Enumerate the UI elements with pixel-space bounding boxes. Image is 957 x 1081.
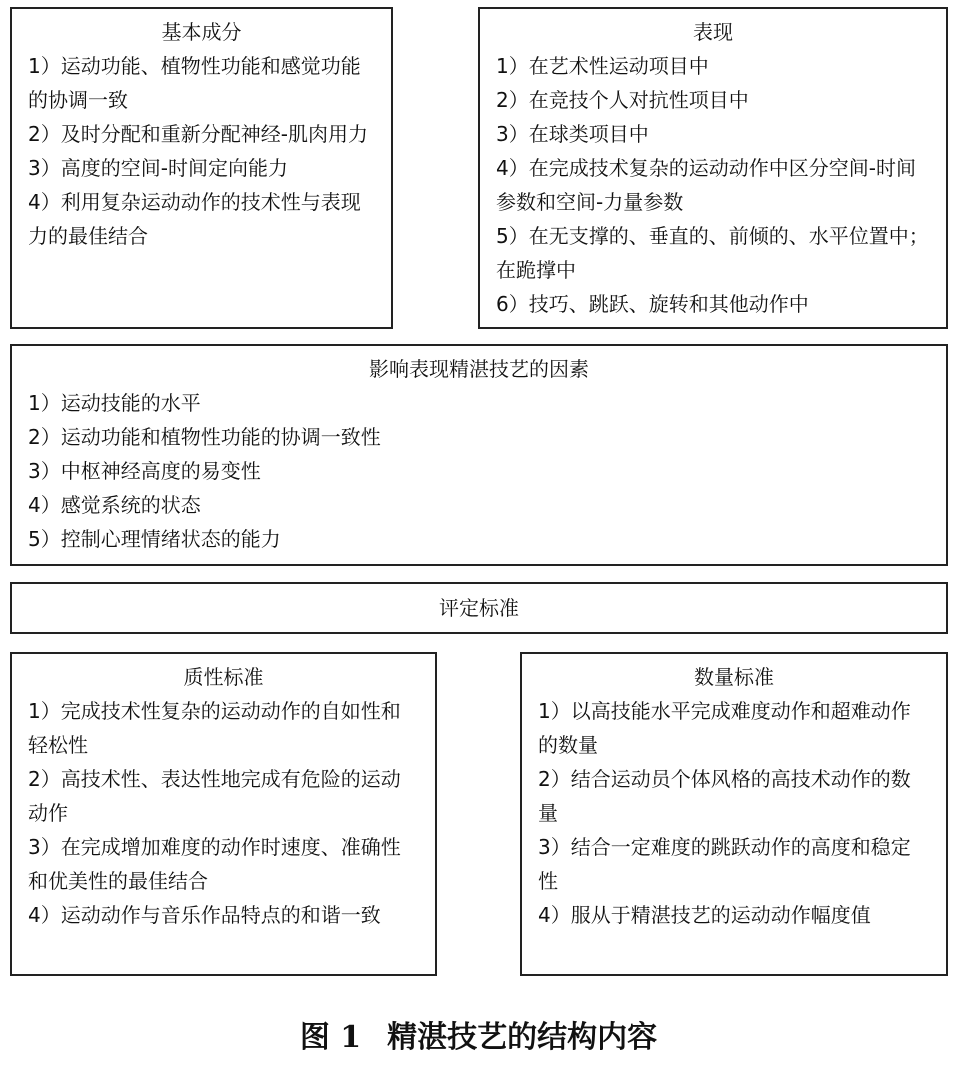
basic-components-list — [28, 49, 375, 253]
list-item: 3）结合一定难度的跳跃动作的高度和稳定性 — [538, 835, 911, 893]
list-item: 2）在竞技个人对抗性项目中 — [496, 88, 749, 112]
manifestation-box — [478, 7, 948, 329]
list-item: 1）运动功能、植物性功能和感觉功能的协调一致 — [28, 54, 361, 112]
list-item: 6）技巧、跳跃、旋转和其他动作中 — [496, 292, 809, 316]
list-item: 2）及时分配和重新分配神经-肌肉用力 — [28, 122, 368, 146]
evaluation-criteria-title: 评定标准 — [439, 596, 519, 620]
evaluation-criteria-box — [10, 582, 948, 634]
figure-caption — [0, 1016, 957, 1060]
list-item: 3）在完成增加难度的动作时速度、准确性和优美性的最佳结合 — [28, 835, 401, 893]
list-item: 2）结合运动员个体风格的高技术动作的数量 — [538, 767, 911, 825]
manifestation-title: 表现 — [693, 20, 733, 44]
figure-title: 精湛技艺的结构内容 — [387, 1020, 658, 1055]
qualitative-criteria-list — [28, 694, 419, 932]
list-item: 4）服从于精湛技艺的运动动作幅度值 — [538, 903, 871, 927]
manifestation-list — [496, 49, 930, 321]
list-item: 1）完成技术性复杂的运动动作的自如性和轻松性 — [28, 699, 401, 757]
list-item: 2）高技术性、表达性地完成有危险的运动动作 — [28, 767, 401, 825]
qualitative-criteria-box — [10, 652, 437, 976]
basic-components-box — [10, 7, 393, 329]
list-item: 5）在无支撑的、垂直的、前倾的、水平位置中；在跪撑中 — [496, 224, 929, 282]
list-item: 1）以高技能水平完成难度动作和超难动作的数量 — [538, 699, 911, 757]
list-item: 5）控制心理情绪状态的能力 — [28, 527, 281, 551]
basic-components-title: 基本成分 — [161, 20, 242, 44]
list-item: 4）运动动作与音乐作品特点的和谐一致 — [28, 903, 381, 927]
list-item: 2）运动功能和植物性功能的协调一致性 — [28, 425, 381, 449]
quantitative-criteria-box — [520, 652, 948, 976]
quantitative-criteria-list — [538, 694, 930, 932]
influencing-factors-title: 影响表现精湛技艺的因素 — [369, 357, 589, 381]
list-item: 1）在艺术性运动项目中 — [496, 54, 709, 78]
list-item: 4）利用复杂运动动作的技术性与表现力的最佳结合 — [28, 190, 361, 248]
list-item: 4）感觉系统的状态 — [28, 493, 201, 517]
list-item: 3）高度的空间-时间定向能力 — [28, 156, 288, 180]
influencing-factors-box — [10, 344, 948, 566]
influencing-factors-list — [28, 386, 930, 556]
list-item: 3）在球类项目中 — [496, 122, 649, 146]
figure-label: 图 1 — [299, 1020, 362, 1055]
quantitative-criteria-title: 数量标准 — [694, 665, 774, 689]
list-item: 1）运动技能的水平 — [28, 391, 201, 415]
list-item: 3）中枢神经高度的易变性 — [28, 459, 261, 483]
list-item: 4）在完成技术复杂的运动动作中区分空间-时间参数和空间-力量参数 — [496, 156, 916, 214]
qualitative-criteria-title: 质性标准 — [183, 665, 264, 689]
